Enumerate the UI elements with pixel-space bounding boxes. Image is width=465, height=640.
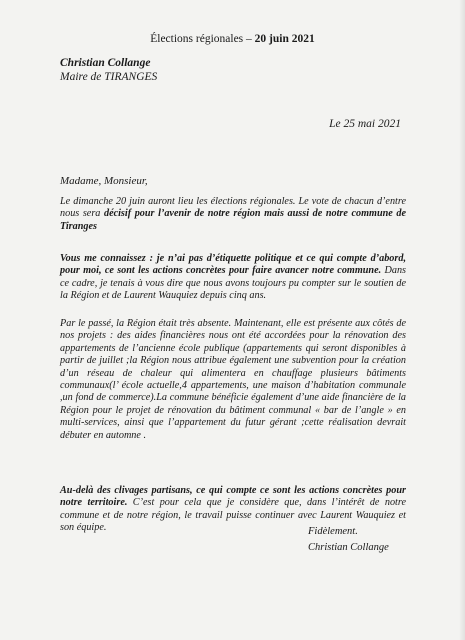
paragraph-2 (60, 253, 406, 303)
p4-text: C’est pour cela que je considère que, dans l’intérêt de notre commune et de notre région, le travail puisse continuer avec Laurent Wauquiez et son équipe. (60, 497, 406, 534)
letter-header (0, 33, 465, 45)
signature: Christian Collange (308, 542, 389, 553)
author-name: Christian Collange (60, 57, 151, 69)
p2-bold: Vous me connaissez : je n’ai pas d’étiquette politique et ce qui compte d’abord, pour moi, ce sont les actions concrètes pour faire avancer notre commune. (60, 253, 406, 277)
paragraph-3 (60, 318, 406, 442)
p4-bold: Au-delà des clivages partisans, ce qui compte ce sont les actions concrètes pour notre territoire. (60, 485, 406, 509)
p2-text: Dans ce cadre, je tenais à vous dire que nous avons toujours pu compter sur le soutien de la Région et de Laurent Wauquiez depuis cinq ans. (60, 265, 406, 302)
closing: Fidèlement. (308, 526, 358, 537)
header-prefix: Élections régionales – (150, 33, 255, 45)
letter-date: Le 25 mai 2021 (329, 118, 401, 130)
author-role: Maire de TIRANGES (60, 71, 158, 83)
p1-bold: décisif pour l’avenir de notre région mais aussi de notre commune de Tiranges (60, 208, 406, 232)
p1-text: Le dimanche 20 juin auront lieu les élections régionales. Le vote de chacun d’entre nous sera (60, 196, 406, 220)
p3-text: Par le passé, la Région était très absente. Maintenant, elle est présente aux côtés de nos projets : des aides financières nous ont été accordées pour la rénovation des appartements de l’ancienne école publique (appartements qui seront disponibles à partir de juillet ;la Région nous attribue également une subvention pour la création d’un réseau de chaleur qui alimentera en chauffage plusieurs bâtiments communaux(l’ école actuelle,4 appartements, une maison d’habitation communale ,un fond de commerce).La commune bénéficie également d’une aide financière de la Région pour le projet de rénovation du bâtiment communal « bar de l’angle » en multi-services, ainsi que l’appartement du futur gérant ;cette réalisation devrait débuter en automne . (60, 318, 406, 441)
greeting: Madame, Monsieur, (60, 175, 148, 187)
header-date: 20 juin 2021 (254, 33, 315, 45)
paragraph-1 (60, 196, 406, 233)
author-block (60, 56, 157, 84)
page-edge-shadow (459, 0, 465, 640)
